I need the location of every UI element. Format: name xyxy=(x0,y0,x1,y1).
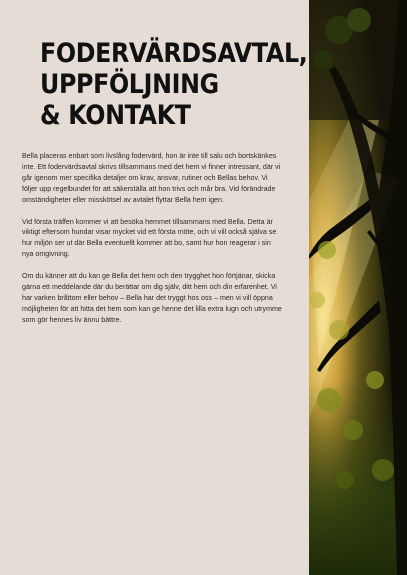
page-title xyxy=(40,38,308,131)
body-text xyxy=(22,151,284,337)
forest-photo xyxy=(309,0,407,575)
paragraph-first-meeting: Vid första träffen kommer vi att besöka hemmet tillsammans med Bella. Detta är viktigt eftersom hundar visar mycket vid ett första möte, och vi vill också själva se hur miljön ser ut där Bella eventuellt kommer att bo, samt hur hon reagerar i sin nya omgivning. xyxy=(22,217,277,259)
title-line-2: UPPFÖLJNING xyxy=(40,69,219,100)
paragraph-contact: Om du känner att du kan ge Bella det hem och den trygghet hon förtjänar, skicka gärna ett meddelande där du berättar om dig själv, ditt hem och din erfarenhet. Vi har varken bråttom eller behov – Bella har det tryggt hos oss – men vi vill öppna möjligheten för att hitta det hem som kan ge henne det lilla extra lugn och utrymme som gör hennes liv ännu bättre. xyxy=(22,272,282,324)
sunlit-forest-tree-image xyxy=(309,0,407,575)
title-line-3: & KONTAKT xyxy=(40,100,191,131)
title-line-1: FODERVÄRDSAVTAL, xyxy=(40,38,308,69)
paragraph-agreement: Bella placeras enbart som livslång fodervärd, hon är inte till salu och bortskänkes inte. Ett fodervärdsavtal skrivs tillsammans med det hem vi finner intressant, där vi går igenom mer specifika detaljer om krav, ansvar, rutiner och Bellas behov. Vi följer upp regelbundet för att säkerställa att hon trivs och mår bra. Vid förändrade omständigheter eller misskötsel av avtalet flyttar Bella hem igen. xyxy=(22,152,281,204)
